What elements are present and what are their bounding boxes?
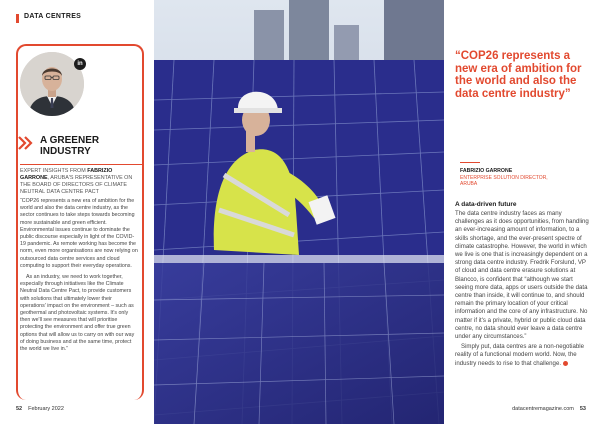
page-number-left: 52 [16, 406, 23, 412]
footer-left [16, 406, 64, 412]
quote-attribution-role: ENTERPRISE SOLUTION DIRECTOR, ARUBA [460, 175, 548, 187]
footer-right [512, 406, 586, 412]
pull-quote: “COP26 represents a new era of ambition for the world and also the data centre industry” [455, 50, 582, 100]
sidebar-paragraph: “COP26 represents a new era of ambition for the world and also the data centre industry, as the sector continues to take steps towards becoming more sustainable and green efficient. Environmental issues continue to dominate the public discourse especially in light of the COVID-19 pandemic. As remote working has become the norm, even more organisations are now relying on outsourced data centre services and cloud computing to support their everyday operations. [20, 198, 138, 269]
section-heading: A data-driven future [455, 201, 517, 208]
article-body [455, 210, 592, 370]
sidebar-body [20, 198, 138, 357]
hero-photo [154, 0, 444, 424]
expert-insights [20, 164, 142, 196]
expert-suffix: , ARUBA'S REPRESENTATIVE ON THE BOARD OF DIRECTORS OF CLIMATE NEUTRAL DATA CENTRE PACT [20, 175, 133, 195]
expert-prefix: EXPERT INSIGHTS FROM [20, 168, 88, 174]
solar-engineer-image [154, 0, 444, 424]
issue-date: February 2022 [28, 406, 64, 412]
article-paragraph: The data centre industry faces as many challenges as it does opportunities, from handling an ever-increasing amount of information, to a skills shortage, and the ever-present spectre of climate catastrophe. However, the world in which we live is one that is increasingly dependent on a strong data centre industry. Fredrik Forslund, VP of cloud and data centre erasure solutions at Blancco, is confident that “although we start seeing more data, apps or users outside the data centre than inside, it will continue to, and should remain the primary location of your critical information and the core of any infrastructure. No matter if it's a private, hybrid or public cloud data centre, no data should ever leave a data centre under any circumstances.” [455, 210, 589, 341]
chevron-arrows-icon [18, 136, 34, 150]
section-label: DATA CENTRES [24, 13, 82, 20]
quote-divider [460, 162, 480, 163]
article-paragraph-text: Simply put, data centres are a non-negotiable reality of a functional modern world. Now, the industry needs to rise to that challenge. [455, 343, 584, 367]
expert-name: FABRIZIO GARRONE [20, 168, 113, 181]
end-mark-icon [563, 361, 568, 366]
section-header [16, 12, 148, 26]
sidebar-headline: A GREENER INDUSTRY [40, 135, 100, 157]
sidebar-paragraph: As an industry, we need to work together, especially through initiatives like the Climate Neutral Data Centre Pact, to provide customers with solutions that ultimately lower their operations' impact on the environment – such as geothermal and photovoltaic systems. It's only then we'll see measures that will prioritise protecting the environment and offer true green options that will allow us to carry on with our way of doing business and at the same time, protect the world we live in.” [20, 274, 135, 353]
page-number-right: 53 [579, 406, 586, 412]
site-url[interactable]: datacentremagazine.com [512, 406, 574, 412]
article-paragraph-last [455, 343, 592, 368]
linkedin-icon[interactable]: in [74, 58, 86, 70]
section-marker [16, 14, 19, 23]
quote-attribution-name: FABRIZIO GARRONE [460, 168, 513, 174]
